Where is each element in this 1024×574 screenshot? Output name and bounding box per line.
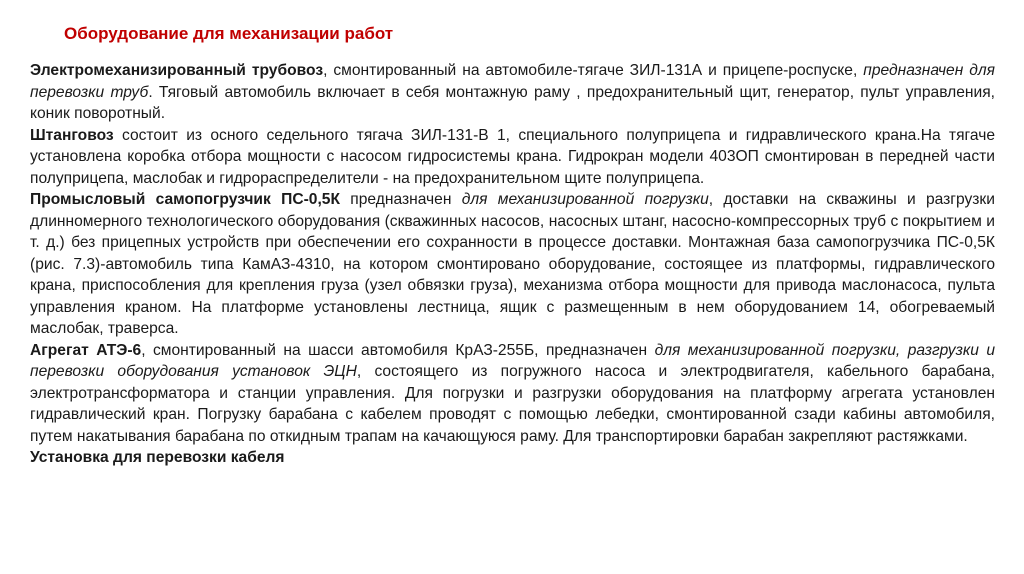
paragraph-cable-transport <box>30 447 995 469</box>
ate6-text-1: , смонтированный на шасси автомобиля КрАЗ-255Б, предназначен <box>141 341 655 359</box>
paragraph-pipe-carrier <box>30 60 995 125</box>
ate6-text-2: , состоящего из погружного насоса и электродвигателя, кабельного барабана, электротрансформатора и станции управления. Для погрузки и разгрузки оборудования на платформу агрегата установлен гидравлический кран. Погрузку барабана с кабелем проводят с помощью лебедки, смонтированной сзади кабины автомобиля, путем накатывания барабана по откидным трапам на качающуюся раму. Для транспортировки барабан закрепляют растяжками. <box>30 363 995 445</box>
pipe-carrier-purpose: предназначен для перевозки труб <box>30 62 995 101</box>
slide-body <box>30 60 995 469</box>
pipe-carrier-text-2: . Тяговый автомобиль включает в себя монтажную раму , предохранительный щит, генератор, пульт управления, коник поворотный. <box>30 83 995 122</box>
pipe-carrier-text-1: , смонтированный на автомобиле-тягаче ЗИЛ-131А и прицепе-роспуске, <box>323 62 864 79</box>
self-loader-heading: Промысловый самопогрузчик ПС-0,5К <box>30 191 340 208</box>
pipe-carrier-heading: Электромеханизированный трубовоз <box>30 62 324 79</box>
paragraph-rod-carrier <box>30 125 995 190</box>
ate6-purpose: для механизированной погрузки, разгрузки и перевозки оборудования установок ЭЦН <box>30 341 996 380</box>
self-loader-text-2: , доставки на скважины и разгрузки длинномерного технологического оборудования (скважинных насосов, насосных штанг, насосно-компрессорных труб с покрытием и т. д.) без прицепных устройств при обеспечении его сохранности в процессе доставки. Монтажная база самопогрузчика ПС-0,5К (рис. 7.3)-автомобиль типа КамАЗ-4310, на котором смонтировано оборудование, состоящее из платформы, гидравлического крана, приспособления для крепления груза (узел обвязки груза), механизма отбора мощности для привода маслонасоса, пульта управления краном. На платформе установлены лестница, ящик с размещенным в нем оборудованием 14, обогреваемый маслобак, траверса. <box>30 191 995 337</box>
self-loader-purpose: для механизированной погрузки <box>461 191 709 208</box>
rod-carrier-heading: Штанговоз <box>30 126 114 144</box>
self-loader-text-1: предназначен <box>339 191 462 208</box>
cable-transport-heading: Установка для перевозки кабеля <box>30 449 285 466</box>
paragraph-ate6-unit <box>30 340 995 448</box>
ate6-heading: Агрегат АТЭ-6 <box>30 341 142 359</box>
slide-title: Оборудование для механизации работ <box>64 24 394 43</box>
rod-carrier-text-1: состоит из осного седельного тягача ЗИЛ-131-В 1, специального полуприцепа и гидравлического крана.На тягаче установлена коробка отбора мощности с насосом гидросистемы крана. Гидрокран модели 403ОП смонтирован в передней части полуприцепа, маслобак и гидрораспределители - на предохранительном щите полуприцепа. <box>30 126 995 187</box>
paragraph-self-loader <box>30 189 995 340</box>
